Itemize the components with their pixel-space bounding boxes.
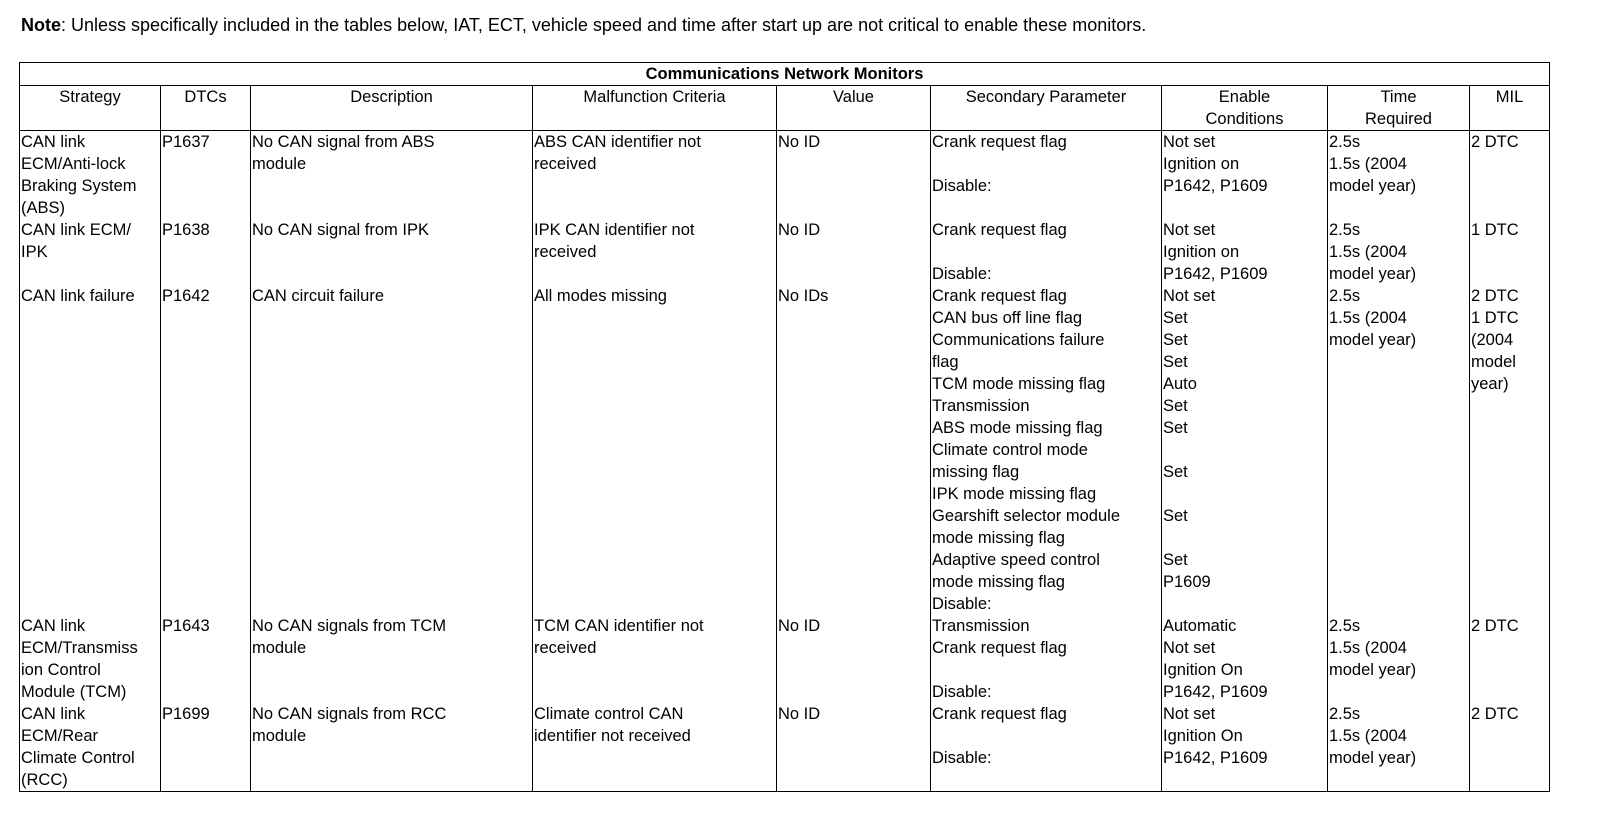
cell-mil-line: (2004 (1471, 331, 1514, 349)
cell-enable-conditions-line (1163, 439, 1327, 461)
cell-strategy (20, 615, 161, 703)
cell-secondary-parameter-line: Crank request flag (932, 221, 1067, 239)
cell-description (251, 703, 533, 792)
cell-dtc (161, 615, 251, 703)
cell-malfunction-criteria (533, 615, 777, 703)
cell-enable-conditions-line: Ignition on (1163, 243, 1240, 261)
cell-value (777, 703, 931, 792)
cell-secondary-parameter-line: Disable: (932, 683, 992, 701)
cell-enable-conditions (1162, 703, 1328, 792)
table-header-row (20, 86, 1550, 131)
cell-value-text: No IDs (778, 287, 829, 305)
cell-secondary-parameter-line: Disable: (932, 265, 992, 283)
cell-malfunction-criteria-line: identifier not received (534, 727, 691, 745)
cell-dtc (161, 285, 251, 615)
cell-malfunction-criteria-line: received (534, 155, 597, 173)
cell-strategy-line: (RCC) (21, 771, 68, 789)
note-text (21, 12, 1146, 38)
cell-time-required (1328, 615, 1470, 703)
cell-description (251, 131, 533, 220)
header-time-required: Time Required (1328, 86, 1470, 131)
cell-time-required (1328, 703, 1470, 792)
cell-secondary-parameter-line: Disable: (932, 177, 992, 195)
cell-description-line: module (252, 639, 307, 657)
cell-secondary-parameter-line: IPK mode missing flag (932, 485, 1097, 503)
cell-value-text: No ID (778, 617, 821, 635)
table-row (20, 131, 1550, 220)
header-secondary-parameter: Secondary Parameter (931, 86, 1162, 131)
cell-mil-line: model (1471, 353, 1516, 371)
cell-description-line: No CAN signals from TCM (252, 617, 447, 635)
cell-mil (1470, 615, 1550, 703)
cell-value-text: No ID (778, 221, 821, 239)
cell-malfunction-criteria-line: IPK CAN identifier not (534, 221, 695, 239)
cell-dtc-text: P1643 (162, 617, 210, 635)
communications-network-monitors-table (19, 62, 1550, 792)
cell-enable-conditions-line: P1642, P1609 (1163, 683, 1268, 701)
cell-secondary-parameter (931, 615, 1162, 703)
cell-enable-conditions (1162, 615, 1328, 703)
cell-time-required-line: model year) (1329, 177, 1417, 195)
cell-time-required-line: model year) (1329, 661, 1417, 679)
cell-malfunction-criteria (533, 285, 777, 615)
cell-enable-conditions-line: Set (1163, 309, 1188, 327)
cell-value-text: No ID (778, 705, 821, 723)
cell-secondary-parameter-line: mode missing flag (932, 529, 1065, 547)
cell-enable-conditions-line: Not set (1163, 639, 1216, 657)
cell-mil (1470, 219, 1550, 285)
cell-enable-conditions-line (1163, 483, 1327, 505)
cell-time-required-line: model year) (1329, 265, 1417, 283)
table-row (20, 703, 1550, 792)
table-title: Communications Network Monitors (20, 63, 1550, 86)
header-mil: MIL (1470, 86, 1550, 131)
cell-mil (1470, 285, 1550, 615)
cell-time-required-line: 2.5s (1329, 287, 1361, 305)
cell-dtc-text: P1699 (162, 705, 210, 723)
cell-enable-conditions-line: Not set (1163, 221, 1216, 239)
cell-time-required-line: 1.5s (2004 (1329, 155, 1407, 173)
cell-time-required-line: 1.5s (2004 (1329, 639, 1407, 657)
cell-secondary-parameter-line (932, 153, 1161, 175)
cell-secondary-parameter (931, 703, 1162, 792)
cell-strategy (20, 131, 161, 220)
cell-enable-conditions-line: Set (1163, 397, 1188, 415)
cell-mil-line: 2 DTC (1471, 705, 1519, 723)
cell-dtc (161, 131, 251, 220)
cell-enable-conditions-line: Ignition On (1163, 661, 1243, 679)
cell-mil-line: 1 DTC (1471, 221, 1519, 239)
cell-secondary-parameter-line: Climate control mode (932, 441, 1088, 459)
cell-enable-conditions (1162, 131, 1328, 220)
cell-enable-conditions-line: Set (1163, 507, 1188, 525)
cell-malfunction-criteria-line: received (534, 639, 597, 657)
cell-enable-conditions-line: Ignition On (1163, 727, 1243, 745)
header-dtcs: DTCs (161, 86, 251, 131)
cell-mil-line: year) (1471, 375, 1509, 393)
table-row (20, 615, 1550, 703)
cell-enable-conditions-line (1163, 593, 1327, 615)
cell-secondary-parameter-line: CAN bus off line flag (932, 309, 1083, 327)
cell-mil-line: 2 DTC (1471, 287, 1519, 305)
cell-enable-conditions-line: Set (1163, 331, 1188, 349)
cell-secondary-parameter-line: Communications failure (932, 331, 1105, 349)
cell-enable-conditions-line: Set (1163, 551, 1188, 569)
cell-value-text: No ID (778, 133, 821, 151)
cell-strategy-line: Climate Control (21, 749, 135, 767)
cell-enable-conditions-line: Set (1163, 353, 1188, 371)
cell-secondary-parameter (931, 285, 1162, 615)
cell-secondary-parameter-line: Crank request flag (932, 133, 1067, 151)
cell-secondary-parameter-line: TCM mode missing flag (932, 375, 1106, 393)
cell-description-line: module (252, 155, 307, 173)
cell-secondary-parameter-line (932, 241, 1161, 263)
cell-mil-line: 2 DTC (1471, 133, 1519, 151)
cell-malfunction-criteria-line: All modes missing (534, 287, 667, 305)
cell-secondary-parameter (931, 131, 1162, 220)
cell-dtc-text: P1637 (162, 133, 210, 151)
cell-enable-conditions-line: P1642, P1609 (1163, 265, 1268, 283)
note-label: Note (21, 15, 61, 35)
cell-malfunction-criteria-line: TCM CAN identifier not (534, 617, 704, 635)
cell-time-required-line: 2.5s (1329, 221, 1361, 239)
cell-secondary-parameter-line: missing flag (932, 463, 1020, 481)
header-description: Description (251, 86, 533, 131)
cell-description (251, 285, 533, 615)
cell-malfunction-criteria-line: Climate control CAN (534, 705, 684, 723)
cell-enable-conditions (1162, 285, 1328, 615)
cell-description-line: No CAN signal from ABS (252, 133, 435, 151)
cell-description-line: CAN circuit failure (252, 287, 385, 305)
cell-strategy-line: CAN link (21, 705, 86, 723)
note-body: : Unless specifically included in the tables below, IAT, ECT, vehicle speed and time after start up are not critical to enable these monitors. (61, 15, 1147, 35)
cell-mil-line: 2 DTC (1471, 617, 1519, 635)
cell-malfunction-criteria (533, 131, 777, 220)
cell-dtc-text: P1642 (162, 287, 210, 305)
cell-time-required (1328, 131, 1470, 220)
cell-secondary-parameter-line (932, 725, 1161, 747)
cell-enable-conditions-line: Not set (1163, 705, 1216, 723)
cell-time-required-line: 1.5s (2004 (1329, 243, 1407, 261)
cell-enable-conditions-line: Automatic (1163, 617, 1237, 635)
cell-enable-conditions-line: Not set (1163, 133, 1216, 151)
header-strategy: Strategy (20, 86, 161, 131)
cell-mil-line: 1 DTC (1471, 309, 1519, 327)
cell-secondary-parameter-line: Crank request flag (932, 287, 1067, 305)
cell-dtc (161, 219, 251, 285)
cell-strategy-line: ECM/Transmiss (21, 639, 138, 657)
cell-mil (1470, 131, 1550, 220)
cell-enable-conditions-line: P1642, P1609 (1163, 749, 1268, 767)
cell-time-required-line: 1.5s (2004 (1329, 309, 1407, 327)
cell-enable-conditions-line: P1642, P1609 (1163, 177, 1268, 195)
cell-strategy-line: Module (TCM) (21, 683, 127, 701)
cell-strategy-line: IPK (21, 243, 48, 261)
cell-dtc-text: P1638 (162, 221, 210, 239)
cell-secondary-parameter-line: Disable: (932, 749, 992, 767)
cell-value (777, 131, 931, 220)
header-malfunction-criteria: Malfunction Criteria (533, 86, 777, 131)
cell-strategy-line: (ABS) (21, 199, 66, 217)
cell-strategy-line: CAN link ECM/ (21, 221, 132, 239)
cell-enable-conditions-line: Set (1163, 419, 1188, 437)
cell-secondary-parameter-line: ABS mode missing flag (932, 419, 1103, 437)
cell-description-line: module (252, 727, 307, 745)
header-enable-conditions: Enable Conditions (1162, 86, 1328, 131)
cell-time-required-line: model year) (1329, 749, 1417, 767)
table-row (20, 285, 1550, 615)
cell-mil (1470, 703, 1550, 792)
cell-strategy-line: ion Control (21, 661, 101, 679)
cell-value (777, 219, 931, 285)
cell-enable-conditions-line (1163, 527, 1327, 549)
cell-description-line: No CAN signal from IPK (252, 221, 429, 239)
cell-secondary-parameter-line: Disable: (932, 595, 992, 613)
cell-strategy (20, 285, 161, 615)
cell-value (777, 285, 931, 615)
cell-malfunction-criteria (533, 703, 777, 792)
cell-enable-conditions-line: Set (1163, 463, 1188, 481)
header-value: Value (777, 86, 931, 131)
cell-malfunction-criteria-line: received (534, 243, 597, 261)
cell-strategy-line: ECM/Anti-lock (21, 155, 126, 173)
cell-dtc (161, 703, 251, 792)
cell-strategy (20, 703, 161, 792)
cell-time-required-line: 1.5s (2004 (1329, 727, 1407, 745)
cell-time-required-line: 2.5s (1329, 617, 1361, 635)
cell-secondary-parameter-line: Transmission (932, 617, 1030, 635)
cell-time-required-line: 2.5s (1329, 133, 1361, 151)
cell-value (777, 615, 931, 703)
cell-strategy-line: CAN link (21, 133, 86, 151)
cell-secondary-parameter-line: Transmission (932, 397, 1030, 415)
cell-secondary-parameter (931, 219, 1162, 285)
cell-time-required (1328, 285, 1470, 615)
cell-enable-conditions-line: Ignition on (1163, 155, 1240, 173)
cell-time-required (1328, 219, 1470, 285)
cell-strategy-line: CAN link (21, 617, 86, 635)
table-row (20, 219, 1550, 285)
cell-strategy-line: Braking System (21, 177, 137, 195)
cell-malfunction-criteria (533, 219, 777, 285)
cell-secondary-parameter-line: Adaptive speed control (932, 551, 1100, 569)
cell-time-required-line: model year) (1329, 331, 1417, 349)
cell-strategy-line: ECM/Rear (21, 727, 99, 745)
cell-malfunction-criteria-line: ABS CAN identifier not (534, 133, 701, 151)
cell-description (251, 219, 533, 285)
cell-enable-conditions-line: Auto (1163, 375, 1197, 393)
cell-secondary-parameter-line: Crank request flag (932, 705, 1067, 723)
cell-time-required-line: 2.5s (1329, 705, 1361, 723)
cell-secondary-parameter-line: mode missing flag (932, 573, 1065, 591)
cell-enable-conditions-line: P1609 (1163, 573, 1211, 591)
cell-secondary-parameter-line: Gearshift selector module (932, 507, 1121, 525)
cell-secondary-parameter-line: Crank request flag (932, 639, 1067, 657)
cell-enable-conditions (1162, 219, 1328, 285)
cell-secondary-parameter-line: flag (932, 353, 959, 371)
cell-enable-conditions-line: Not set (1163, 287, 1216, 305)
cell-strategy-line: CAN link failure (21, 287, 135, 305)
cell-strategy (20, 219, 161, 285)
cell-description (251, 615, 533, 703)
cell-secondary-parameter-line (932, 659, 1161, 681)
cell-description-line: No CAN signals from RCC (252, 705, 447, 723)
